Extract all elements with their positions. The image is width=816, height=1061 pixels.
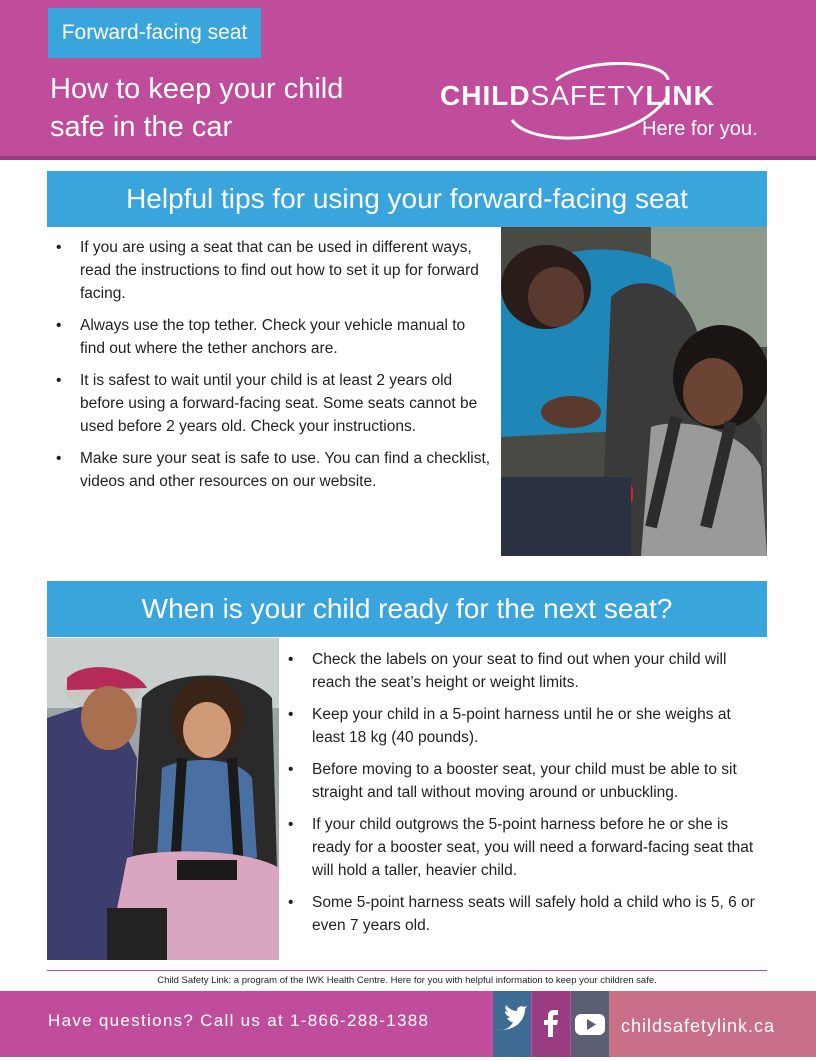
- list-item-text: If you are using a seat that can be used in different ways, read the instructions to find out how to set it up for forward facing.: [80, 239, 479, 302]
- list-item-text: Check the labels on your seat to find out when your child will reach the seat’s height or weight limits.: [312, 651, 727, 691]
- bullet-point: •: [56, 239, 62, 256]
- seat-type-tag: Forward-facing seat: [48, 8, 261, 58]
- bullet-point: •: [56, 372, 62, 389]
- list-item: [54, 369, 494, 438]
- list-item: [54, 447, 494, 493]
- bullet-point: •: [288, 816, 294, 833]
- logo-word-child: CHILD: [440, 80, 531, 111]
- page-footer: [0, 991, 816, 1057]
- bullet-point: •: [56, 450, 62, 467]
- list-item: [286, 703, 762, 749]
- page-header: [0, 0, 816, 156]
- list-item-text: If your child outgrows the 5-point harness before he or she is ready for a booster seat, you will need a forward-facing seat that will hold a taller, heavier child.: [312, 816, 754, 879]
- page-title-line-2: safe in the car: [50, 111, 233, 143]
- contact-phone-text: Have questions? Call us at 1-866-288-1388: [48, 1011, 430, 1030]
- facebook-link[interactable]: [532, 991, 570, 1057]
- list-item-text: It is safest to wait until your child is at least 2 years old before using a forward-facing seat. Some seats cannot be used before 2 years old. Check your instructions.: [80, 372, 478, 435]
- child-safety-link-logo: [436, 62, 776, 146]
- list-item-text: Always use the top tether. Check your vehicle manual to find out where the tether anchors are.: [80, 317, 466, 357]
- section-1-tips-list: [54, 236, 494, 502]
- youtube-link[interactable]: [571, 991, 609, 1057]
- list-item: [286, 648, 762, 694]
- logo-word-link: LINK: [645, 80, 715, 111]
- section-2-heading: When is your child ready for the next seat?: [47, 581, 767, 637]
- bullet-point: •: [288, 651, 294, 668]
- section-2-tips-list: [286, 648, 762, 946]
- bullet-point: •: [288, 894, 294, 911]
- bullet-point: •: [288, 706, 294, 723]
- list-item-text: Make sure your seat is safe to use. You can find a checklist, videos and other resources on our website.: [80, 450, 491, 490]
- page-title-line-1: How to keep your child: [50, 73, 344, 105]
- list-item: [286, 758, 762, 804]
- section-1-heading: Helpful tips for using your forward-facing seat: [47, 171, 767, 227]
- page-title: [50, 70, 410, 146]
- photo-parent-buckling-child: [501, 227, 767, 556]
- photo-father-and-daughter-in-seat: [47, 638, 279, 960]
- list-item: [54, 314, 494, 360]
- bullet-point: •: [56, 317, 62, 334]
- header-divider: [0, 156, 816, 160]
- logo-word-safety: SAFETY: [530, 80, 646, 111]
- footer-divider: [47, 970, 767, 971]
- twitter-icon: [493, 991, 531, 1057]
- list-item: [286, 813, 762, 882]
- list-item: [286, 891, 762, 937]
- list-item-text: Before moving to a booster seat, your child must be able to sit straight and tall without moving around or unbuckling.: [312, 761, 737, 801]
- twitter-link[interactable]: [493, 991, 531, 1057]
- list-item: [54, 236, 494, 305]
- website-link[interactable]: childsafetylink.ca: [609, 991, 816, 1057]
- logo-wordmark: [440, 80, 715, 112]
- list-item-text: Keep your child in a 5-point harness until he or she weighs at least 18 kg (40 pounds).: [312, 706, 731, 746]
- facebook-icon: [532, 991, 570, 1057]
- bullet-point: •: [288, 761, 294, 778]
- list-item-text: Some 5-point harness seats will safely hold a child who is 5, 6 or even 7 years old.: [312, 894, 755, 934]
- youtube-icon: [571, 991, 609, 1057]
- logo-tagline: Here for you.: [642, 118, 758, 140]
- program-note: Child Safety Link: a program of the IWK Health Centre. Here for you with helpful information to keep your children safe.: [157, 975, 657, 986]
